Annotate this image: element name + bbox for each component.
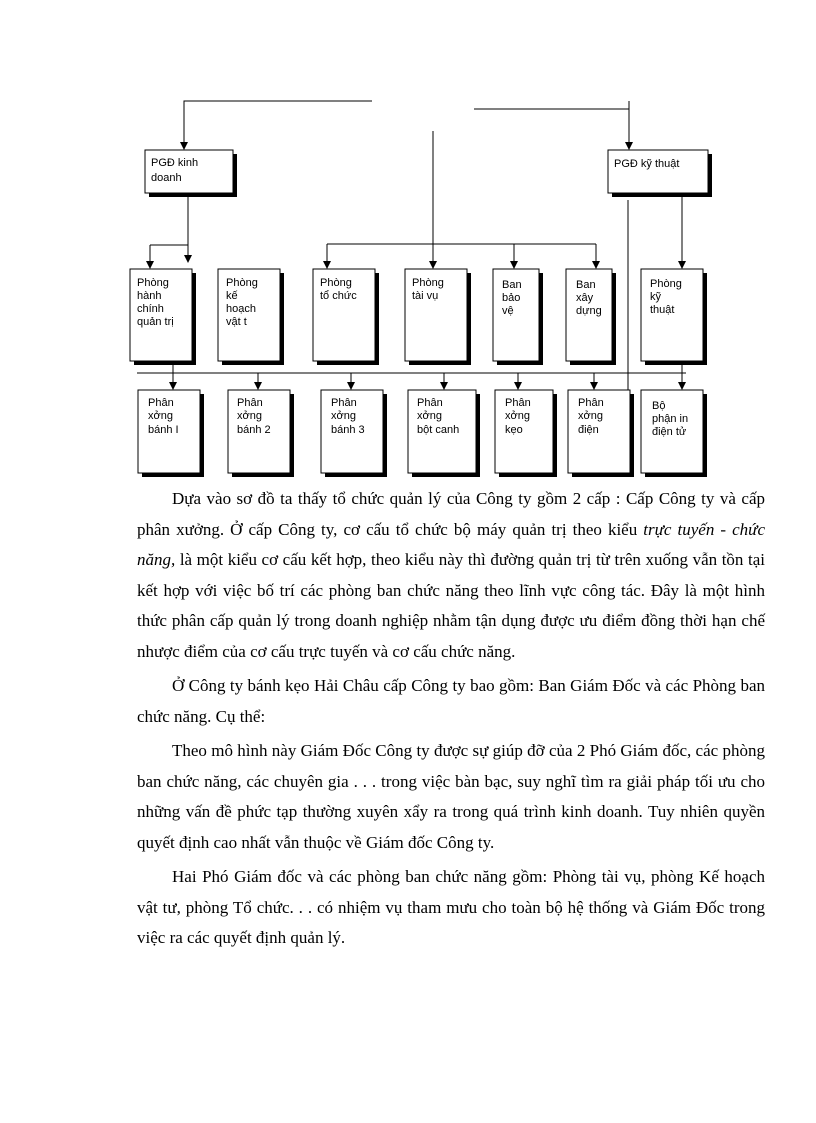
dept-label: kỹ [650, 291, 661, 303]
pgd-ky-thuat-box [608, 150, 712, 197]
pgd-kinh-doanh-line-2: doanh [151, 172, 182, 184]
workshop-banh-3 [321, 390, 387, 477]
paragraph-1-italic: trực tuyến - chức năng, [137, 519, 765, 569]
workshop-label: phận in [652, 413, 689, 425]
workshop-label: Phân [237, 397, 263, 409]
workshop-label: Phân [505, 397, 531, 409]
department-boxes [130, 269, 707, 365]
pgd-kinh-doanh-box [145, 150, 237, 197]
workshop-bot-canh [408, 390, 480, 477]
workshop-banh-1 [138, 390, 204, 477]
dept-label: dựng [576, 305, 602, 317]
workshop-label: bánh 3 [331, 424, 365, 436]
paragraph-1-start: Dựa vào sơ đồ ta thấy tổ chức quản lý của Công ty gồm 2 cấp : Cấp Công ty và cấp phân xưởng. Ở cấp Công ty, cơ cấu tổ chức bộ máy quản trị theo kiểu [137, 489, 765, 539]
dept-to-chuc [313, 269, 379, 365]
dept-label: tổ chức [320, 290, 357, 302]
workshop-label: Phân [417, 397, 443, 409]
dept-label: xây [576, 292, 594, 304]
workshop-label: điện tử [652, 426, 687, 438]
workshop-boxes [138, 390, 707, 477]
dept-ky-thuat [641, 269, 707, 365]
dept-label: thuật [650, 304, 675, 316]
dept-label: Phòng [320, 277, 352, 289]
dept-label: hoạch [226, 303, 256, 315]
dept-label: Phòng [412, 277, 444, 289]
workshop-keo [495, 390, 557, 477]
pgd-ky-thuat-line-1: PGĐ kỹ thuật [614, 158, 680, 170]
workshop-label: Bộ [652, 400, 666, 412]
workshop-label: Phân [578, 397, 604, 409]
dept-label: Ban [576, 279, 596, 291]
workshop-label: xởng [578, 410, 603, 422]
dept-label: Phòng [650, 278, 682, 290]
paragraph-1 [137, 484, 765, 667]
dept-label: Phòng [226, 277, 258, 289]
workshop-label: xởng [148, 410, 173, 422]
workshop-label: xởng [417, 410, 442, 422]
dept-ke-hoach-vat-tu [218, 269, 284, 365]
workshop-label: Phân [331, 397, 357, 409]
dept-label: quản trị [137, 316, 174, 328]
workshop-label: Phân [148, 397, 174, 409]
dept-label: chính [137, 303, 164, 315]
workshop-label: bánh I [148, 424, 179, 436]
workshop-label: điện [578, 424, 599, 436]
paragraph-1-end: là một kiểu cơ cấu kết hợp, theo kiểu này thì đường quản trị từ trên xuống vẫn tồn tại kết hợp với việc bố trí các phòng ban chức năng theo lĩnh vực công tác. Đây là một hình thức phân cấp quản lý trong doanh nghiệp nhằm tận dụng được ưu điểm đồng thời hạn chế nhược điểm của cơ cấu trực tuyến và cơ cấu chức năng. [137, 550, 765, 661]
workshop-banh-2 [228, 390, 294, 477]
paragraph-4: Hai Phó Giám đốc và các phòng ban chức năng gồm: Phòng tài vụ, phòng Kế hoạch vật tư, phòng Tổ chức. . . có nhiệm vụ tham mưu cho toàn bộ hệ thống và Giám Đốc trong việc ra các quyết định quản lý. [137, 867, 765, 947]
dept-hanh-chinh-quan-tri [130, 269, 196, 365]
workshop-label: xởng [237, 410, 262, 422]
org-chart [0, 0, 816, 480]
workshop-dien [568, 390, 634, 477]
workshop-label: kẹo [505, 424, 523, 436]
dept-label: Phòng [137, 277, 169, 289]
workshop-label: bột canh [417, 424, 460, 436]
dept-label: Ban [502, 279, 522, 291]
workshop-label: xởng [331, 410, 356, 422]
dept-label: hành [137, 290, 162, 302]
dept-label: bảo [502, 292, 521, 304]
dept-label: kế [226, 290, 238, 302]
body-text [137, 484, 765, 958]
workshop-label: xởng [505, 410, 530, 422]
workshop-in-dien-tu [641, 390, 707, 477]
paragraph-2: Ở Công ty bánh kẹo Hải Châu cấp Công ty bao gồm: Ban Giám Đốc và các Phòng ban chức năng. Cụ thể: [137, 676, 765, 726]
dept-label: vật t [226, 316, 247, 328]
dept-tai-vu [405, 269, 471, 365]
dept-label: vệ [502, 305, 514, 317]
dept-bao-ve [493, 269, 543, 365]
dept-xay-dung [566, 269, 616, 365]
workshop-label: bánh 2 [237, 424, 271, 436]
paragraph-3: Theo mô hình này Giám Đốc Công ty được sự giúp đỡ của 2 Phó Giám đốc, các phòng ban chức năng, các chuyên gia . . . trong việc bàn bạc, suy nghĩ tìm ra giải pháp tối ưu cho những vấn đề phức tạp thường xuyên xẩy ra trong quá trình kinh doanh. Tuy nhiên quyền quyết định cao nhất vẫn thuộc về Giám đốc Công ty. [137, 741, 765, 852]
dept-label: tài vụ [412, 290, 439, 302]
pgd-kinh-doanh-line-1: PGĐ kinh [151, 157, 199, 169]
